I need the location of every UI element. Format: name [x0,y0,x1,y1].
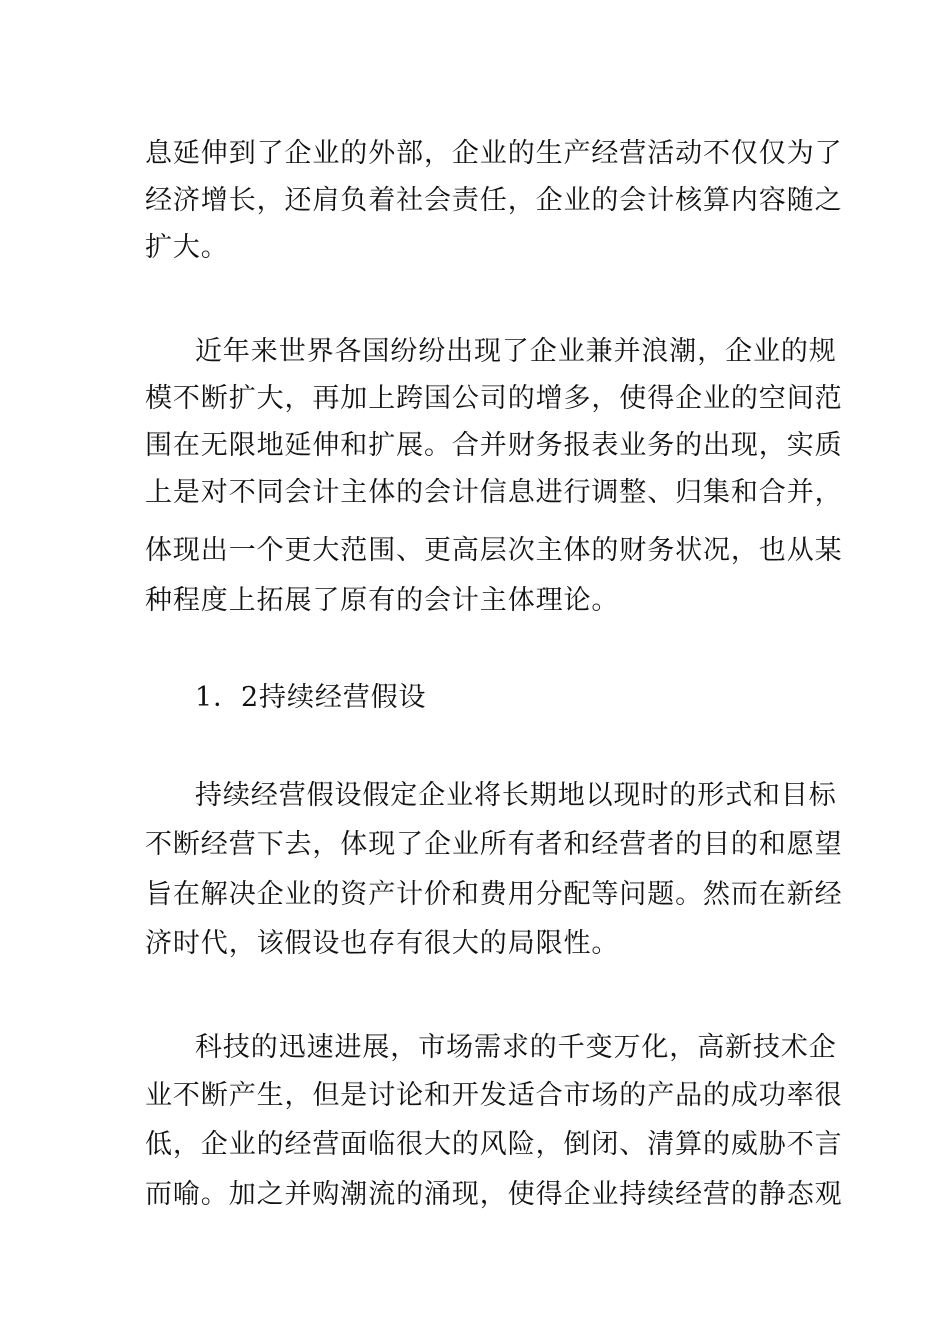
paragraph-line: 济时代，该假设也存有很大的局限性。 [145,928,620,959]
paragraph-line: 模不断扩大，再加上跨国公司的增多，使得企业的空间范 [145,383,843,414]
paragraph-line: 近年来世界各国纷纷出现了企业兼并浪潮，企业的规 [195,336,837,367]
paragraph-line: 体现出一个更大范围、更高层次主体的财务状况，也从某 [145,535,843,566]
paragraph-line: 科技的迅速进展，市场需求的千变万化，高新技术企 [195,1032,837,1063]
paragraph-line: 不断经营下去，体现了企业所有者和经营者的目的和愿望 [145,829,843,860]
paragraph-line: 低，企业的经营面临很大的风险，倒闭、清算的威胁不言 [145,1129,843,1160]
paragraph-line: 旨在解决企业的资产计价和费用分配等问题。然而在新经 [145,879,843,910]
paragraph-line: 上是对不同会计主体的会计信息进行调整、归集和合并， [145,477,843,508]
section-heading: 1．2持续经营假设 [195,682,427,713]
paragraph-line: 持续经营假设假定企业将长期地以现时的形式和目标 [195,780,837,811]
paragraph-line: 经济增长，还肩负着社会责任，企业的会计核算内容随之 [145,185,843,216]
paragraph-line: 业不断产生，但是讨论和开发适合市场的产品的成功率很 [145,1080,843,1111]
paragraph-line: 而喻。加之并购潮流的涌现，使得企业持续经营的静态观 [145,1179,843,1210]
paragraph-line: 围在无限地延伸和扩展。合并财务报表业务的出现，实质 [145,430,843,461]
paragraph-line: 扩大。 [145,232,229,263]
paragraph-line: 息延伸到了企业的外部，企业的生产经营活动不仅仅为了 [145,138,843,169]
paragraph-line: 种程度上拓展了原有的会计主体理论。 [145,585,620,616]
